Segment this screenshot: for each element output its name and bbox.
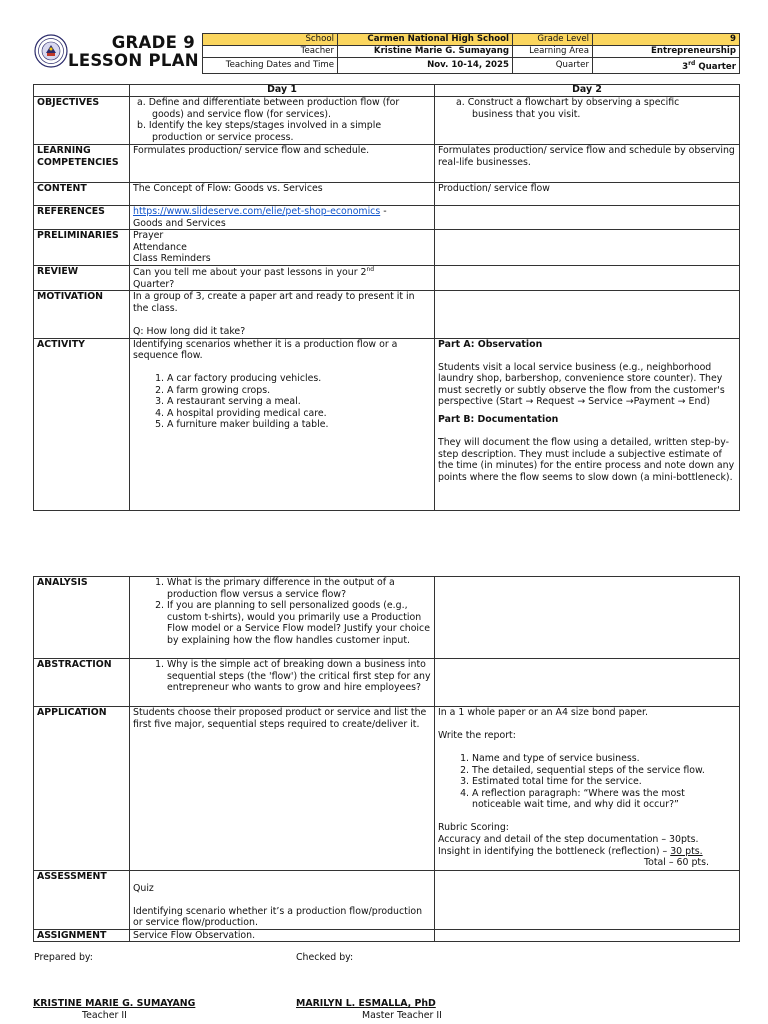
application-day2: In a 1 whole paper or an A4 size bond paper. Write the report: 1. Name and type of service business. 2. The detailed, sequential steps of the service flow. 3. Estimated total time for the service. 4. A reflection paragraph: “Where was the most noticeable wait time, and why did it occur?” Rubric Scoring: Accuracy and detail of the step documentation – 30pts. Insight in identifying the bottleneck (reflection) – 30 pts. Total – 60 pts.: [435, 707, 740, 871]
motivation-row: [34, 291, 740, 338]
content-label: CONTENT: [34, 183, 130, 206]
content-row: [34, 183, 740, 206]
info-row-teacher: [203, 46, 740, 58]
grade-title: GRADE 9: [111, 33, 195, 52]
objectives-day1: a. Define and differentiate between production flow (for goods) and service flow (for services). b. Identify the key steps/stages involved in a simple production or service process.: [130, 97, 435, 145]
application-label: APPLICATION: [34, 707, 130, 871]
analysis-day2: [435, 577, 740, 659]
review-label: REVIEW: [34, 266, 130, 291]
objectives-row: [34, 97, 740, 145]
application-row: [34, 707, 740, 871]
checker-title: Master Teacher II: [362, 1010, 442, 1021]
day2-header: Day 2: [435, 85, 740, 97]
teacher-label: Teacher: [203, 46, 338, 58]
activity-scenario-list: [133, 373, 431, 431]
school-label: School: [203, 34, 338, 46]
references-label: REFERENCES: [34, 206, 130, 230]
competencies-row: [34, 145, 740, 183]
dates-label: Teaching Dates and Time: [203, 58, 338, 74]
reference-link[interactable]: https://www.slideserve.com/elie/pet-shop-economics: [133, 206, 381, 217]
abstraction-label: ABSTRACTION: [34, 659, 130, 707]
checked-by-label: Checked by:: [296, 952, 354, 963]
competencies-day1: Formulates production/ service flow and schedule.: [130, 145, 435, 183]
preliminaries-day2: [435, 230, 740, 266]
prepared-by-label: Prepared by:: [34, 952, 93, 963]
objectives-day2: a. Construct a flowchart by observing a specific business that you visit.: [435, 97, 740, 145]
application-day1: Students choose their proposed product or service and list the first five major, sequential steps required to create/deliver it.: [130, 707, 435, 871]
preparer-name: KRISTINE MARIE G. SUMAYANG: [33, 998, 196, 1009]
content-day1: The Concept of Flow: Goods vs. Services: [130, 183, 435, 206]
review-row: [34, 266, 740, 291]
list-item: 1. Name and type of service business.: [472, 753, 736, 765]
day1-header: Day 1: [130, 85, 435, 97]
day-header-row: [34, 85, 740, 97]
info-row-school: [203, 34, 740, 46]
list-item: 1. What is the primary difference in the output of a production flow versus a service flow?: [167, 577, 431, 600]
assessment-label: ASSESSMENT: [34, 871, 130, 930]
motivation-label: MOTIVATION: [34, 291, 130, 338]
quarter-value: 3rd Quarter: [593, 58, 740, 74]
preparer-title: Teacher II: [82, 1010, 127, 1021]
list-item: 4. A hospital providing medical care.: [167, 408, 431, 420]
list-item: 3. Estimated total time for the service.: [472, 776, 736, 788]
preliminaries-day1: Prayer Attendance Class Reminders: [130, 230, 435, 266]
assessment-row: [34, 871, 740, 930]
abstraction-day2: [435, 659, 740, 707]
assignment-label: ASSIGNMENT: [34, 929, 130, 942]
motivation-day2: [435, 291, 740, 338]
preliminaries-label: PRELIMINARIES: [34, 230, 130, 266]
assessment-day1: Quiz Identifying scenario whether it’s a production flow/production or service flow/production.: [130, 871, 435, 930]
lesson-plan-title: [68, 33, 201, 71]
assignment-day2: [435, 929, 740, 942]
grade-level-label: Grade Level: [513, 34, 593, 46]
quarter-label: Quarter: [513, 58, 593, 74]
analysis-row: [34, 577, 740, 659]
motivation-day1: In a group of 3, create a paper art and ready to present it in the class. Q: How long did it take?: [130, 291, 435, 338]
analysis-day1: [130, 577, 435, 659]
activity-row: [34, 338, 740, 510]
analysis-label: ANALYSIS: [34, 577, 130, 659]
info-table: [202, 33, 740, 74]
blank-header-cell: [34, 85, 130, 97]
preliminaries-row: [34, 230, 740, 266]
activity-label: ACTIVITY: [34, 338, 130, 510]
lesson-table-page1: [33, 84, 740, 511]
dates-value: Nov. 10-14, 2025: [338, 58, 513, 74]
review-day1: Can you tell me about your past lessons in your 2nd Quarter?: [130, 266, 435, 291]
teacher-value: Kristine Marie G. Sumayang: [338, 46, 513, 58]
list-item: 3. A restaurant serving a meal.: [167, 396, 431, 408]
list-item: 2. The detailed, sequential steps of the service flow.: [472, 765, 736, 777]
list-item: 2. If you are planning to sell personalized goods (e.g., custom t-shirts), would you primarily use a Production Flow model or a Service Flow model? Justify your choice by explaining how the flow handles customer input.: [167, 600, 431, 646]
grade-level-value: 9: [593, 34, 740, 46]
content-day2: Production/ service flow: [435, 183, 740, 206]
review-day2: [435, 266, 740, 291]
list-item: 2. A farm growing crops.: [167, 385, 431, 397]
assessment-day2: [435, 871, 740, 930]
lesson-table-page2: [33, 576, 740, 942]
assignment-row: [34, 929, 740, 942]
abstraction-row: [34, 659, 740, 707]
checker-name: MARILYN L. ESMALLA, PhD: [296, 998, 436, 1009]
lesson-plan-heading: LESSON PLAN: [68, 51, 199, 70]
assignment-day1: Service Flow Observation.: [130, 929, 435, 942]
list-item: 5. A furniture maker building a table.: [167, 419, 431, 431]
references-day1: https://www.slideserve.com/elie/pet-shop-economics - Goods and Services: [130, 206, 435, 230]
references-row: [34, 206, 740, 230]
school-value: Carmen National High School: [338, 34, 513, 46]
objectives-label: OBJECTIVES: [34, 97, 130, 145]
activity-day2: Part A: Observation Students visit a local service business (e.g., neighborhood laundry shop, barbershop, convenience store counter). They must secretly or subtly observe the flow from the customer's perspective (Start → Request → Service →Payment → End) Part B: Documentation They will document the flow using a detailed, written step-by-step description. They must include a subjective estimate of the time (in minutes) for the entire process and note down any points where the flow seems to slow down (a mini-bottleneck).: [435, 338, 740, 510]
abstraction-day1: [130, 659, 435, 707]
learning-area-value: Entrepreneurship: [593, 46, 740, 58]
activity-day1: Identifying scenarios whether it is a production flow or a sequence flow. 1. A car factory producing vehicles. 2. A farm growing crops. 3. A restaurant serving a meal. 4. A hospital providing medical care. 5. A furniture maker building a table.: [130, 338, 435, 510]
list-item: 1. Why is the simple act of breaking down a business into sequential steps (the 'flow') the critical first step for any entrepreneur who wants to grow and hire employees?: [167, 659, 431, 694]
list-item: 1. A car factory producing vehicles.: [167, 373, 431, 385]
deped-seal-logo: [34, 34, 68, 68]
competencies-day2: Formulates production/ service flow and schedule by observing real-life businesses.: [435, 145, 740, 183]
list-item: 4. A reflection paragraph: “Where was the most noticeable wait time, and why did it occur?”: [472, 788, 736, 811]
references-day2: [435, 206, 740, 230]
info-row-dates: [203, 58, 740, 74]
learning-area-label: Learning Area: [513, 46, 593, 58]
competencies-label: LEARNING COMPETENCIES: [34, 145, 130, 183]
